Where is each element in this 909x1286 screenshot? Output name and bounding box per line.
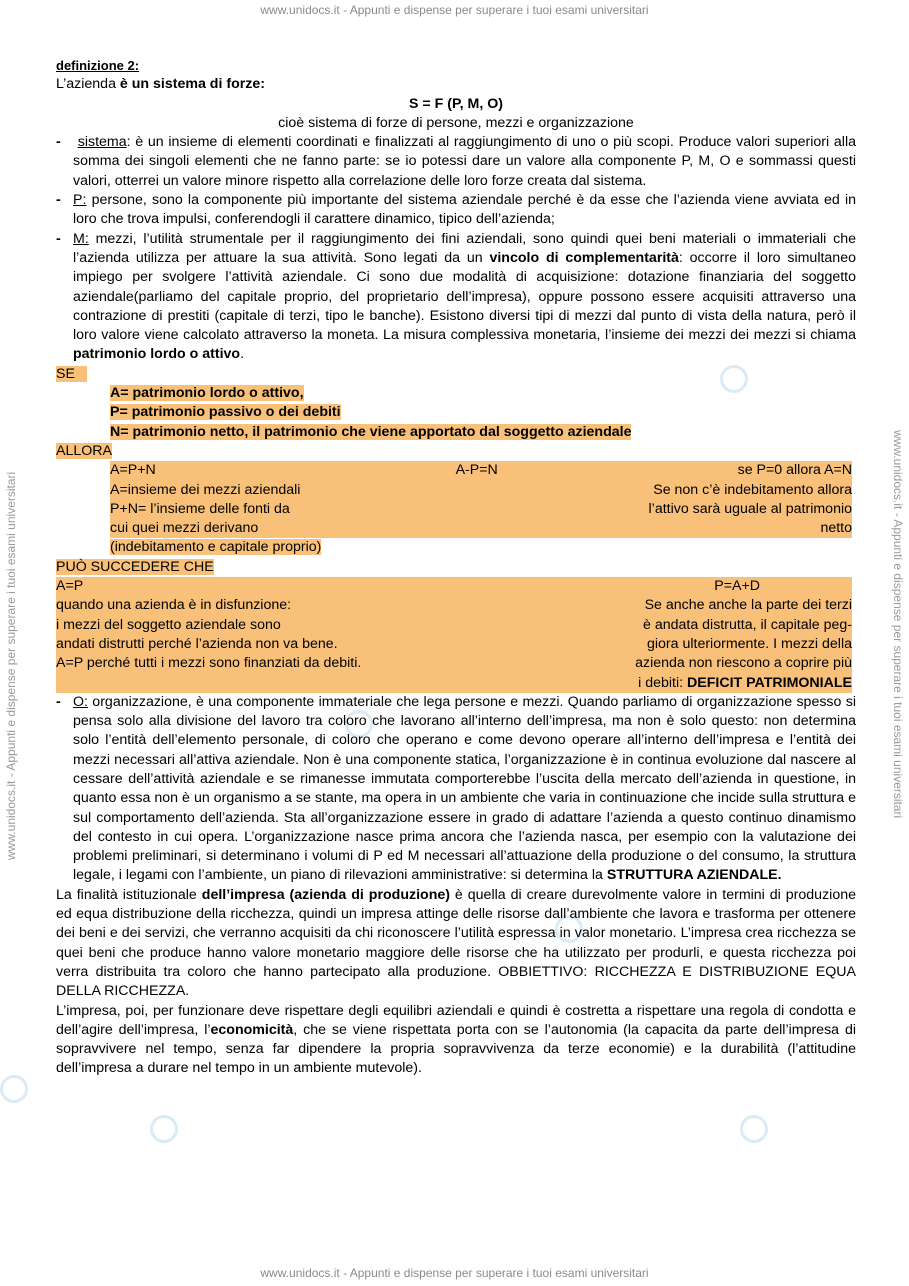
side-watermark-left: www.unidocs.it - Appunti e dispense per superare i tuoi esami universitari	[4, 471, 18, 860]
formula: S = F (P, M, O)	[409, 95, 503, 112]
cases-block: A=P P=A+D quando una azienda è in disfunzione: Se anche anche la parte dei terzi i mezzi del soggetto aziendale sono è andata distrutta, il capitale peg- andati distrutti perché l’azienda non va bene. giora ulteriormente. I mezzi della A=P perché tutti i mezzi sono finanziati da debiti. azienda non riescono a coprire più i debiti: DEFICIT PATRIMONIALE	[56, 577, 852, 693]
list-item-sistema: - sistema: è un insieme di elementi coordinati e finalizzati al raggiungimento di uno o più scopi. Produce valori superiori alla somma dei singoli elementi che ne fanno parte: se io potessi dare un valore alla componente P, M, O e sommassi questi valori, otterrei un valore minore rispetto alla correlazione delle loro forze creata dal sistema.	[56, 134, 856, 189]
watermark-logo-icon	[740, 1115, 768, 1143]
paragraph-finalita: La finalità istituzionale dell’impresa (azienda di produzione) è quella di creare durevolmente valore in termini di produzione ed equa distribuzione della ricchezza, quindi un impresa attinge delle risorse dall’ambiente che lavora e trasforma per ottenere dei beni e dei servizi, che verranno acquisiti da chi riconoscere l’utilità espressa in valor monetario. L’impresa crea ricchezza se quei beni che produce hanno valore monetario maggiore delle risorse che ha utilizzato per produrli, e questa ricchezza poi verra distribuita tra coloro che hanno partecipato alla produzione. OBBIETTIVO: RICCHEZZA E DISTRIBUZIONE EQUA DELLA RICCHEZZA.	[56, 886, 856, 1000]
definition-title: definizione 2:	[56, 58, 140, 73]
se-label: SE	[56, 365, 75, 382]
deficit-patrimoniale: DEFICIT PATRIMONIALE	[687, 674, 852, 691]
allora-label: ALLORA	[56, 442, 112, 459]
highlight-box: SE A= patrimonio lordo o attivo, P= patrimonio passivo o dei debiti N= patrimonio netto, il patrimonio che viene apportato dal soggetto aziendale ALLORA A=P+N A-P=N se P=0 allora A=N A=insieme dei mezzi aziendali Se non c’è indebitamento allora P+N= l’insieme delle fonti da l’attivo sarà uguale al patrimonio cui quei mezzi derivano netto (indebitamento e capitale proprio) PUÒ SUCCEDERE CHE A=P P=A+D quando una azienda è in disfunzione: Se anche anche la parte dei terzi i mezzi del soggetto aziendale sono è andata distrutta, il capitale peg- andati distrutti perché l’azienda non va bene. giora ulteriormente. I mezzi della A=P perché tutti i mezzi sono finanziati da debiti. azienda non riescono a coprire più i debiti: DEFICIT PATRIMONIALE	[56, 365, 856, 693]
document-body	[56, 56, 856, 1079]
list-item-organizzazione: - O: organizzazione, è una componente immateriale che lega persone e mezzi. Quando parliamo di organizzazione spesso si pensa solo alla divisione del lavoro tra coloro che lavorano all’interno dell’impresa, ma non è solo questo: non determina solo l’entità dell’elemento personale, di coloro che operano e come devono operare all’interno dell’impresa e l’entità dei mezzi necessari all’attiva aziendale. Non è una componente statica, l’organizzazione è in continua evoluzione dal nascere al cessare dell’attività aziendale e se rimanesse immutata comporterebbe l’uscita della mercato dell’azienda in questione, in quanto essa non è un organismo a se stante, ma opera in un ambiente che varia in continuazione che incide sulla struttura e sul comportamento dell’azienda. Sta all’organizzazione essere in grado di adattare l’azienda a questo continuo dinamismo del contesto in cui opera. L’organizzazione nasce prima ancora che l’azienda nasca, per esempio con la valutazione dei problemi preliminari, si determinano i volumi di P ed M necessari all’attuazione della produzione o del consumo, la struttura legale, i legami con l’ambiente, un piano di rilevazioni amministrative: si determina la STRUTTURA AZIENDALE.	[56, 693, 856, 884]
page-header: www.unidocs.it - Appunti e dispense per superare i tuoi esami universitari	[260, 3, 649, 17]
definition-n: N= patrimonio netto, il patrimonio che viene apportato dal soggetto aziendale	[110, 423, 632, 440]
intro-line: L’azienda è un sistema di forze:	[56, 76, 265, 93]
watermark-logo-icon	[150, 1115, 178, 1143]
page-footer: www.unidocs.it - Appunti e dispense per superare i tuoi esami universitari	[260, 1266, 649, 1280]
formula-description: cioè sistema di forze di persone, mezzi e organizzazione	[278, 114, 634, 131]
list-item-persone: - P: persone, sono la componente più importante del sistema aziendale perché è da esse che l’azienda viene avviata ed in loro che trova impulsi, conferendogli il carattere dinamico, tipico dell’azienda;	[56, 192, 856, 228]
list-item-mezzi: - M: mezzi, l’utilità strumentale per il raggiungimento dei fini aziendali, sono quindi quei beni materiali o immateriali che l’azienda utilizza per attuare la sua attività. Sono legati da un vincolo di complementarità: occorre il loro simultaneo impiego per svolgere l’attività aziendale. Ci sono due modalità di acquisizione: dotazione finanziaria del soggetto aziendale(parliamo del capitale proprio, del proprietario dell’impresa), oppure possono essere acquisiti attraverso una contrazione di prestiti (capitale di terzi, tipo le banche). Esistono diversi tipi di mezzi dal punto di vista della natura, però il loro valore viene calcolato attraverso la moneta. La misura complessiva monetaria, l’insieme dei mezzi dei mezzi si chiama patrimonio lordo o attivo.	[56, 230, 856, 363]
equations-block: A=P+N A-P=N se P=0 allora A=N A=insieme dei mezzi aziendali Se non c’è indebitamento allora P+N= l’insieme delle fonti da l’attivo sarà uguale al patrimonio cui quei mezzi derivano netto	[110, 461, 852, 538]
side-watermark-right: www.unidocs.it - Appunti e dispense per superare i tuoi esami universitari	[891, 430, 905, 819]
puo-succedere-label: PUÒ SUCCEDERE CHE	[56, 558, 214, 575]
definition-p: P= patrimonio passivo o dei debiti	[110, 404, 341, 421]
definition-a: A= patrimonio lordo o attivo,	[110, 385, 304, 402]
paragraph-economicita: L’impresa, poi, per funzionare deve rispettare degli equilibri aziendali e quindi è costretta a rispettare una regola di condotta e dell’agire dell’impresa, l’economicità, che se viene rispettata porta con se l’autonomia (la capacita da parte dell’impresa di sopravvivere nel tempo, senza far dipendere la propria sopravvivenza da terze economie) e la durabilità (l’attitudine dell’impresa a durare nel tempo in un ambiente mutevole).	[56, 1002, 856, 1077]
watermark-logo-icon	[0, 1075, 28, 1103]
